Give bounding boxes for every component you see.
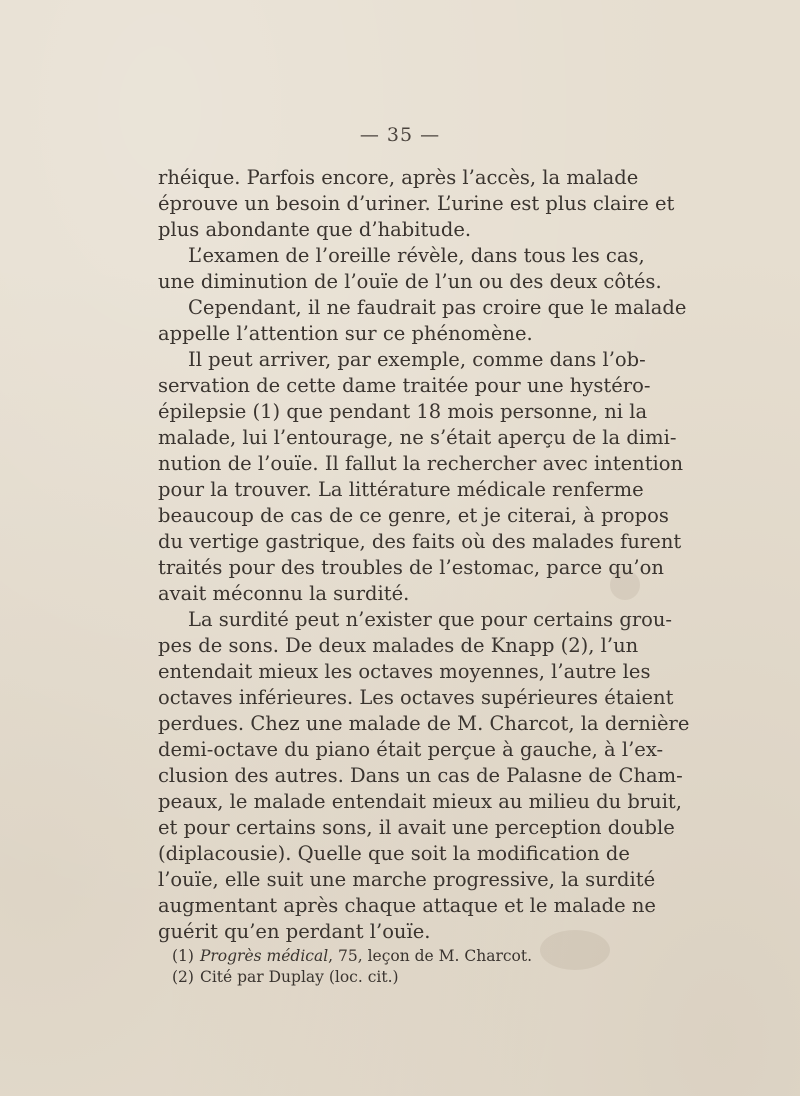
text-line: guérit qu’en perdant l’ouïe.: [158, 920, 431, 943]
text-line: du vertige gastrique, des faits où des malades furent: [158, 530, 682, 553]
text-line: peaux, le malade entendait mieux au milieu du bruit,: [158, 790, 682, 813]
text-line: appelle l’attention sur ce phénomène.: [158, 322, 533, 345]
text-line: (diplacousie). Quelle que soit la modification de: [158, 842, 630, 865]
text-line: beaucoup de cas de ce genre, et je citerai, à propos: [158, 504, 669, 527]
text-line: épilepsie (1) que pendant 18 mois personne, ni la: [158, 400, 648, 423]
text-line: augmentant après chaque attaque et le malade ne: [158, 894, 656, 917]
text-line: une diminution de l’ouïe de l’un ou des deux côtés.: [158, 270, 662, 293]
text-line: entendait mieux les octaves moyennes, l’autre les: [158, 660, 651, 683]
text-line: pour la trouver. La littérature médicale renferme: [158, 478, 644, 501]
footnotes: [158, 946, 616, 988]
text-line: rhéique. Parfois encore, après l’accès, la malade: [158, 166, 639, 189]
text-line: La surdité peut n’exister que pour certains grou-: [188, 608, 673, 631]
text-line: demi-octave du piano était perçue à gauche, à l’ex-: [158, 738, 664, 761]
page-number: — 35 —: [359, 124, 441, 146]
text-line: et pour certains sons, il avait une perception double: [158, 816, 675, 839]
text-line: éprouve un besoin d’uriner. L’urine est plus claire et: [158, 192, 675, 215]
text-line: octaves inférieures. Les octaves supérieures étaient: [158, 686, 674, 709]
text-line: pes de sons. De deux malades de Knapp (2), l’un: [158, 634, 639, 657]
footnote-text: Cité par Duplay (loc. cit.): [199, 968, 399, 986]
text-line: Cependant, il ne faudrait pas croire que le malade: [188, 296, 687, 319]
text-line: avait méconnu la surdité.: [158, 582, 410, 605]
text-line: Il peut arriver, par exemple, comme dans l’ob-: [188, 348, 646, 371]
text-line: perdues. Chez une malade de M. Charcot, la dernière: [158, 712, 690, 735]
text-line: nution de l’ouïe. Il fallut la rechercher avec intention: [158, 452, 684, 475]
footnote-1: [158, 946, 616, 967]
footnote-mark: (2): [172, 968, 194, 986]
text-line: L’examen de l’oreille révèle, dans tous les cas,: [188, 244, 645, 267]
text-line: servation de cette dame traitée pour une hystéro-: [158, 374, 651, 397]
text-line: plus abondante que d’habitude.: [158, 218, 472, 241]
text-line: malade, lui l’entourage, ne s’était aperçu de la dimi-: [158, 426, 677, 449]
text-line: clusion des autres. Dans un cas de Palasne de Cham-: [158, 764, 683, 787]
footnote-source-title: Progrès médical: [199, 947, 329, 965]
footnote-2: [158, 967, 616, 988]
footnote-mark: (1): [172, 947, 194, 965]
text-line: l’ouïe, elle suit une marche progressive, la surdité: [158, 868, 656, 891]
footnote-text: , 75, leçon de M. Charcot.: [328, 947, 533, 965]
body-text: [158, 165, 690, 945]
text-line: traités pour des troubles de l’estomac, parce qu’on: [158, 556, 664, 579]
